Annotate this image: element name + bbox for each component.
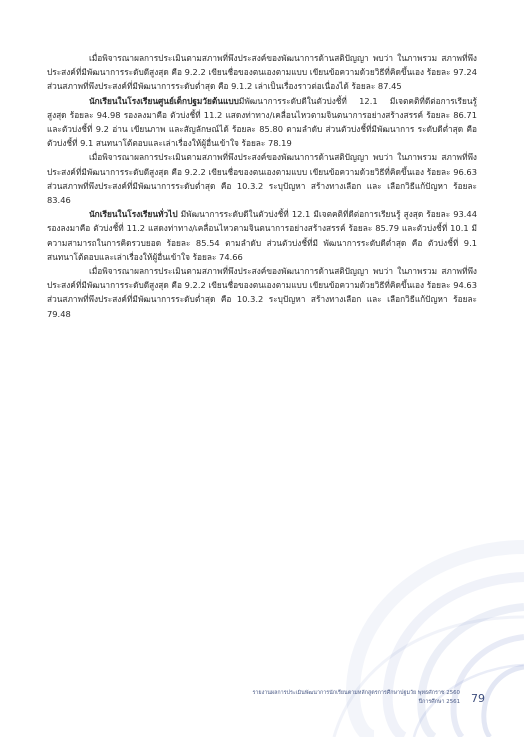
page-footer — [190, 689, 460, 707]
paragraph-text: เมื่อพิจารณาผลการประเมินตามสภาพที่พึงประสงค์ของพัฒนาการด้านสติปัญญา พบว่า ในภาพรวม สภาพที่พึงประสงค์ที่มีพัฒนาการระดับดีสูงสุด คือ 9.2.2 เขียนชื่อของตนเองตามแบบ เขียนข้อความด้วยวิธีที่คิดขึ้นเอง ร้อยละ 94.63 ส่วนสภาพที่พึงประสงค์ที่มีพัฒนาการระดับต่ำสุด คือ 10.3.2 ระบุปัญหา สร้างทางเลือก และ เลือกวิธีแก้ปัญหา ร้อยละ 79.48 — [47, 266, 477, 319]
page-number: 79 — [471, 692, 485, 705]
paragraph-bold-lead: นักเรียนในโรงเรียนทั่วไป — [89, 209, 178, 220]
paragraph-bold-lead: นักเรียนในโรงเรียนศูนย์เด็กปฐมวัยต้นแบบ — [89, 95, 239, 106]
paragraph-text: มีพัฒนาการระดับดีในตัวบ่งชี้ที่ 12.1 มีเจตคติที่ดีต่อการเรียนรู้ สูงสุด ร้อยละ 94.98 รองลงมาคือ ตัวบ่งชี้ที่ 11.2 แสดงท่าทาง/เคลื่อนไหวตามจินตนาการอย่างสร้างสรรค์ ร้อยละ 86.71 และตัวบ่งชี้ที่ 9.2 อ่าน เขียนภาพ และสัญลักษณ์ได้ ร้อยละ 85.80 ตามลำดับ ส่วนตัวบ่งชี้ที่มีพัฒนาการ ระดับดีต่ำสุด คือ ตัวบ่งชี้ที่ 9.1 สนทนาโต้ตอบและเล่าเรื่องให้ผู้อื่นเข้าใจ ร้อยละ 78.19 — [47, 95, 477, 149]
footer-academic-year: ปีการศึกษา 2561 — [418, 699, 460, 705]
paragraph-text: เมื่อพิจารณาผลการประเมินตามสภาพที่พึงประสงค์ของพัฒนาการด้านสติปัญญา พบว่า ในภาพรวม สภาพที่พึงประสงค์ที่มีพัฒนาการระดับดีสูงสุด คือ 9.2.2 เขียนชื่อของตนเองตามแบบ เขียนข้อความด้วยวิธีที่คิดขึ้นเอง ร้อยละ 97.24 ส่วนสภาพที่พึงประสงค์ที่มีพัฒนาการระดับต่ำสุด คือ 9.1.2 เล่าเป็นเรื่องราวต่อเนื่องได้ ร้อยละ 87.45 — [47, 53, 477, 92]
body-text — [47, 51, 477, 321]
paragraph — [47, 264, 477, 321]
paragraph — [47, 150, 477, 207]
paragraph — [47, 94, 477, 151]
paragraph — [47, 207, 477, 264]
footer-report-title: รายงานผลการประเมินพัฒนาการนักเรียนตามหลักสูตรการศึกษาปฐมวัย พุทธศักราช 2560 — [252, 690, 460, 696]
paragraph-text: เมื่อพิจารณาผลการประเมินตามสภาพที่พึงประสงค์ของพัฒนาการด้านสติปัญญา พบว่า ในภาพรวม สภาพที่พึงประสงค์ที่มีพัฒนาการระดับดีสูงสุด คือ 9.2.2 เขียนชื่อของตนเองตามแบบ เขียนข้อความด้วยวิธีที่คิดขึ้นเอง ร้อยละ 96.63 ส่วนสภาพที่พึงประสงค์ที่มีพัฒนาการระดับต่ำสุด คือ 10.3.2 ระบุปัญหา สร้างทางเลือก และ เลือกวิธีแก้ปัญหา ร้อยละ 83.46 — [47, 152, 477, 206]
paragraph-text: มีพัฒนาการระดับดีในตัวบ่งชี้ที่ 12.1 มีเจตคติที่ดีต่อการเรียนรู้ สูงสุด ร้อยละ 93.44 รองลงมาคือ ตัวบ่งชี้ที่ 11.2 แสดงท่าทาง/เคลื่อนไหวตามจินตนาการอย่างสร้างสรรค์ ร้อยละ 85.79 และตัวบ่งชี้ที่ 10.1 มีความสามารถในการคิดรวบยอด ร้อยละ 85.54 ตามลำดับ ส่วนตัวบ่งชี้ที่มี พัฒนาการระดับดีต่ำสุด คือ ตัวบ่งชี้ที่ 9.1 สนทนาโต้ตอบและเล่าเรื่องให้ผู้อื่นเข้าใจ ร้อยละ 74.66 — [47, 209, 477, 262]
paragraph — [47, 51, 477, 94]
